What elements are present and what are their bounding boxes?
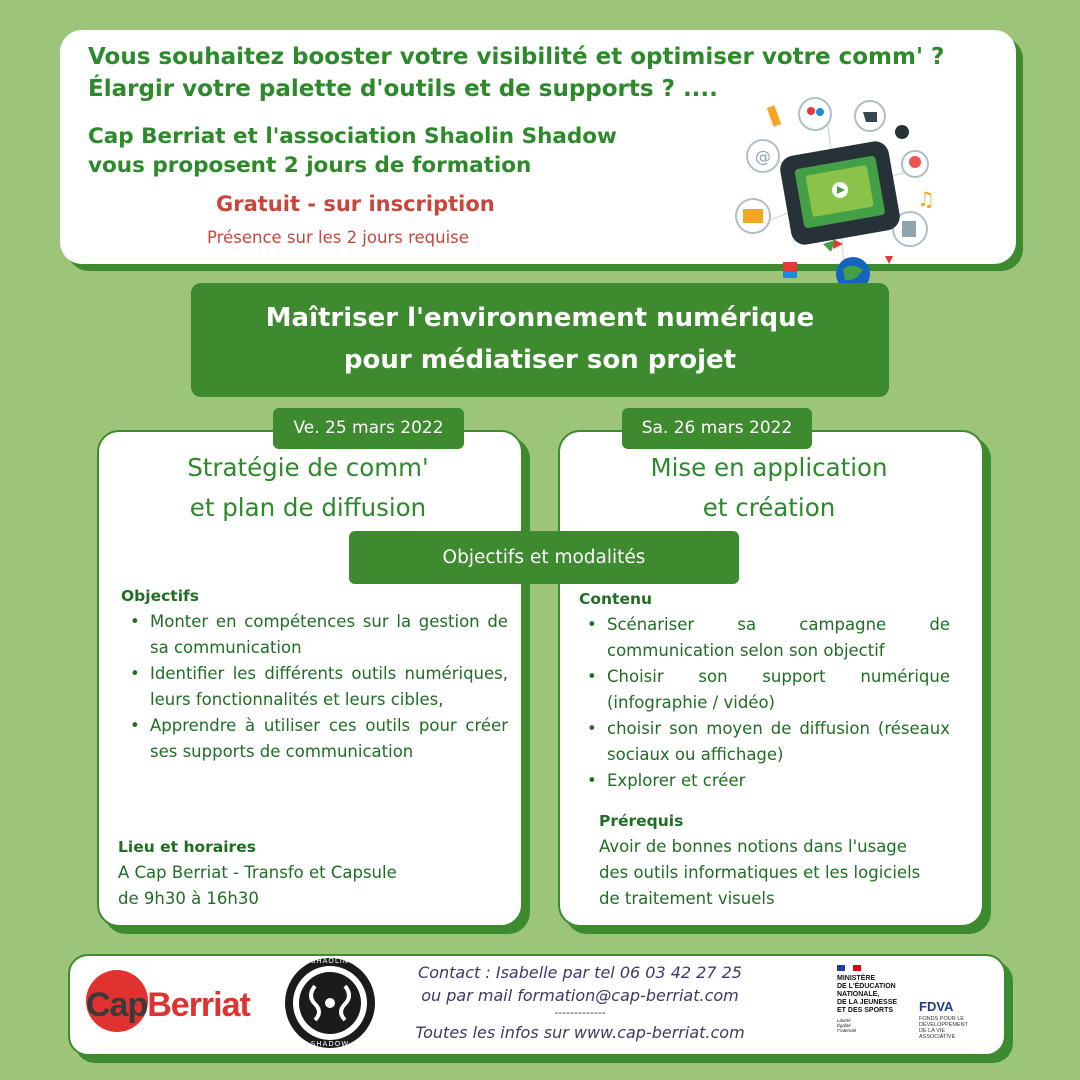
day2-prereq-heading: Prérequis bbox=[599, 812, 684, 830]
ministry-line-4: DE LA JEUNESSE bbox=[837, 999, 898, 1006]
ministry-line-3: NATIONALE, bbox=[837, 991, 880, 998]
shaolin-top-text: SHAOLIN bbox=[310, 957, 350, 965]
motto-line-3: Fraternité bbox=[837, 1028, 857, 1033]
ministry-line-1: MINISTÈRE bbox=[837, 975, 876, 982]
objectives-banner-label: Objectifs et modalités bbox=[442, 547, 646, 568]
list-item: • Scénariser sa campagne de communication selon son objectif bbox=[578, 612, 950, 664]
footer-separator: ------------- bbox=[554, 1006, 606, 1019]
digital-media-illustration bbox=[725, 84, 955, 304]
day2-title-line-1: Mise en application bbox=[650, 453, 888, 482]
fdva-line-2: DÉVELOPPEMENT bbox=[919, 1022, 968, 1028]
day2-content-heading: Contenu bbox=[579, 590, 653, 608]
intro-line-2: vous proposent 2 jours de formation bbox=[88, 153, 532, 178]
day2-date: Sa. 26 mars 2022 bbox=[641, 418, 793, 438]
intro-line-1: Cap Berriat et l'association Shaolin Shadow bbox=[88, 124, 617, 149]
headline-line-1: Vous souhaitez booster votre visibilité et optimiser votre comm' ? bbox=[88, 44, 945, 70]
users-icon bbox=[799, 98, 831, 130]
ministry-line-5: ET DES SPORTS bbox=[837, 1007, 894, 1014]
objectives-banner bbox=[349, 531, 739, 584]
logo-berriat-text: Berriat bbox=[147, 986, 250, 1024]
day1-title-line-1: Stratégie de comm' bbox=[187, 453, 429, 482]
headline-line-2: Élargir votre palette d'outils et de supports ? .... bbox=[88, 76, 718, 102]
contact-line-2: ou par mail formation@cap-berriat.com bbox=[421, 986, 739, 1005]
day1-place-heading: Lieu et horaires bbox=[118, 838, 256, 856]
logo-cap-text: Cap bbox=[86, 986, 148, 1024]
fdva-logo bbox=[917, 965, 977, 1043]
fdva-line-1: FONDS POUR LE bbox=[919, 1016, 964, 1022]
list-item: • Apprendre à utiliser ces outils pour créer ses supports de communication bbox=[121, 713, 508, 765]
fdva-line-4: ASSOCIATIVE bbox=[919, 1034, 956, 1040]
cap-berriat-logo bbox=[84, 970, 250, 1036]
day2-prereq-line-1: Avoir de bonnes notions dans l'usage bbox=[599, 837, 907, 856]
price-label: Gratuit - sur inscription bbox=[216, 192, 495, 216]
main-title-line-2: pour médiatiser son projet bbox=[343, 345, 737, 375]
contact-line-1: Contact : Isabelle par tel 06 03 42 27 25 bbox=[418, 963, 742, 982]
day1-date: Ve. 25 mars 2022 bbox=[293, 418, 444, 438]
shaolin-bottom-text: SHADOW bbox=[310, 1040, 350, 1048]
fdva-line-3: DE LA VIE bbox=[919, 1028, 945, 1034]
list-item: • choisir son moyen de diffusion (réseaux sociaux ou affichage) bbox=[578, 716, 950, 768]
list-item: • Monter en compétences sur la gestion de sa communication bbox=[121, 609, 508, 661]
attendance-note: Présence sur les 2 jours requise bbox=[207, 228, 469, 247]
tablet-icon bbox=[778, 139, 902, 247]
dragon-emblem-icon bbox=[305, 980, 355, 1026]
list-item: • Choisir son support numérique (infographie / vidéo) bbox=[578, 664, 950, 716]
ministry-line-2: DE L'ÉDUCATION bbox=[837, 983, 896, 990]
music-icon: ♫ bbox=[917, 187, 935, 211]
pencil-icon bbox=[767, 105, 781, 127]
day1-objectives-heading: Objectifs bbox=[121, 587, 199, 605]
main-title-line-1: Maîtriser l'environnement numérique bbox=[265, 303, 815, 333]
day1-title-line-2: et plan de diffusion bbox=[189, 493, 427, 522]
ministry-logo bbox=[835, 965, 915, 1040]
day1-objectives-list bbox=[121, 609, 508, 765]
dot-icon bbox=[895, 125, 909, 139]
fdva-title: FDVA bbox=[919, 999, 954, 1014]
day2-prereq-line-3: de traitement visuels bbox=[599, 889, 775, 908]
list-item: • Explorer et créer bbox=[578, 768, 950, 794]
motto-line-2: Égalité bbox=[837, 1023, 851, 1028]
shaolin-shadow-logo bbox=[285, 958, 375, 1048]
day1-place-line-1: A Cap Berriat - Transfo et Capsule bbox=[118, 863, 397, 882]
day2-title-line-2: et création bbox=[702, 493, 836, 522]
french-flag-icon bbox=[837, 965, 861, 971]
website-line: Toutes les infos sur www.cap-berriat.com bbox=[415, 1023, 745, 1042]
books-icon bbox=[783, 262, 797, 272]
day1-date-badge bbox=[273, 408, 464, 449]
day1-place-line-2: de 9h30 à 16h30 bbox=[118, 889, 259, 908]
day2-content-list bbox=[578, 612, 950, 794]
day2-date-badge bbox=[622, 408, 812, 449]
day2-prereq-line-2: des outils informatiques et les logiciels bbox=[599, 863, 921, 882]
motto-line-1: Liberté bbox=[837, 1018, 851, 1023]
list-item: • Identifier les différents outils numériques, leurs fonctionnalités et leurs cibles, bbox=[121, 661, 508, 713]
svg-text:@: @ bbox=[755, 147, 771, 166]
main-title-box bbox=[191, 283, 889, 397]
